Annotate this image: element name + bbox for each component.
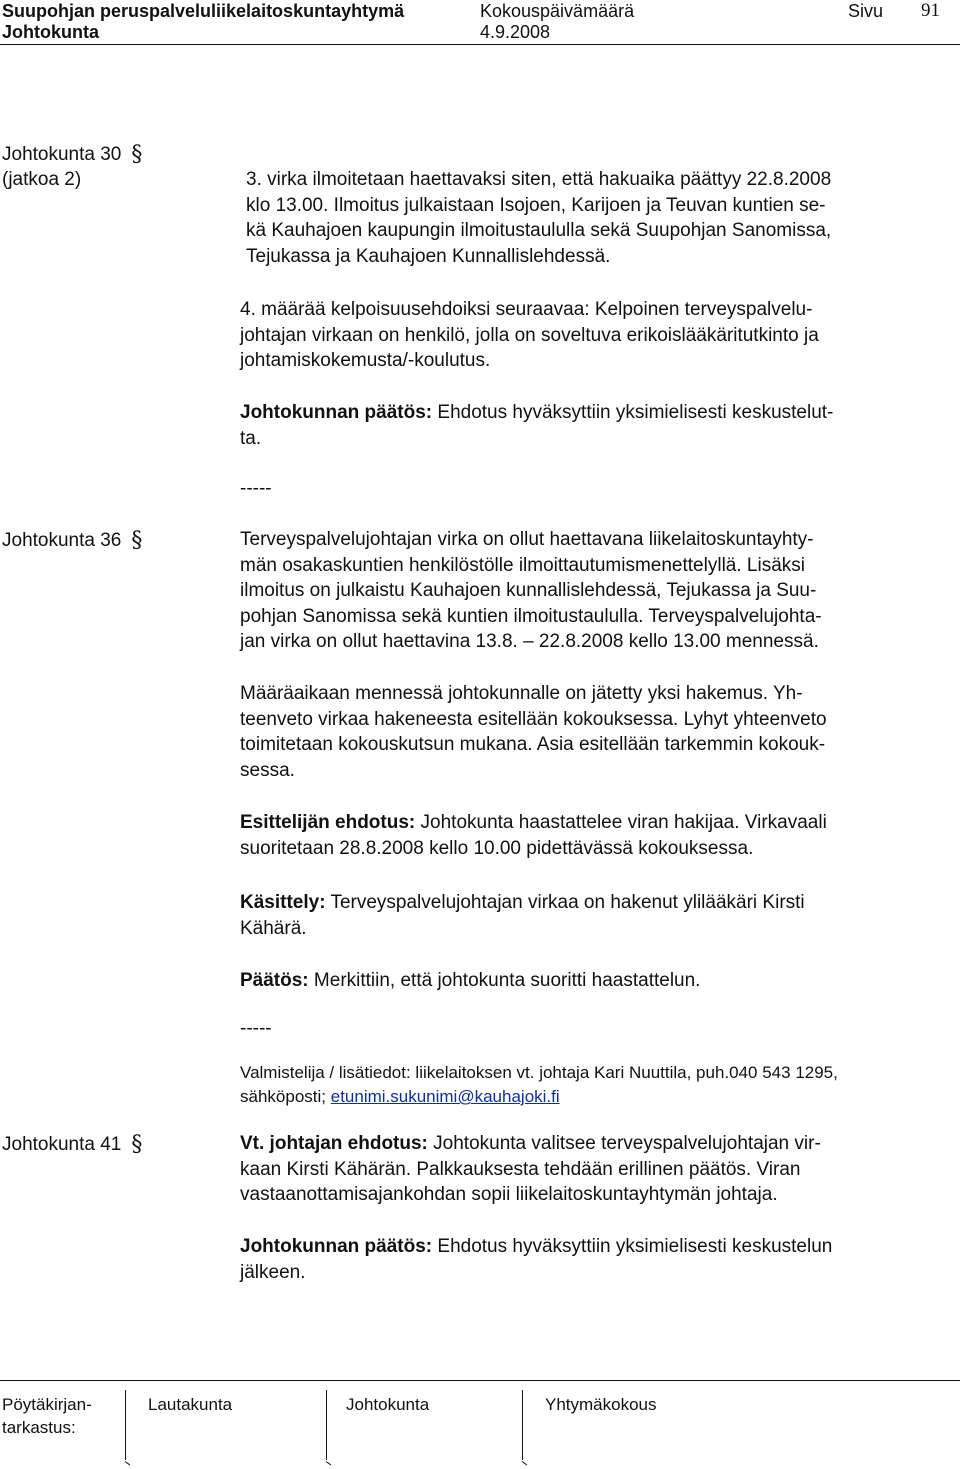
decision-label: Päätös: xyxy=(240,970,309,991)
footer-col-yhtymakokous: Yhtymäkokous xyxy=(545,1395,657,1414)
text-line: män osakaskuntien henkilöstölle ilmoittautumismenettelyllä. Lisäksi xyxy=(240,554,805,576)
section30-label xyxy=(2,141,142,168)
text-line: kä Kauhajoen kaupungin ilmoitustaululla sekä Suupohjan Sanomissa, xyxy=(246,220,832,241)
footer-col-lautakunta: Lautakunta xyxy=(148,1395,233,1414)
text-line: johtajan virkaan on henkilö, jolla on soveltuva erikoislääkäritutkinto ja xyxy=(240,324,819,346)
decision-label: Johtokunnan päätös: xyxy=(240,402,433,423)
section36-para2 xyxy=(240,681,955,783)
contact-line xyxy=(240,1085,838,1109)
section36-proposal xyxy=(240,810,955,861)
header-rule xyxy=(0,44,960,45)
header-page-number: 91 xyxy=(921,0,940,21)
text-line: 4. määrää kelpoisuusehdoiksi seuraavaa: Kelpoinen terveyspalvelu- xyxy=(240,299,813,320)
proposal-text: Johtokunta haastattelee viran hakijaa. Virkavaali xyxy=(415,812,827,833)
preparer-info xyxy=(240,1061,838,1109)
text-line: pohjan Sanomissa sekä kuntien ilmoitustaululla. Terveyspalvelujohta- xyxy=(240,605,822,627)
decision-text: Merkittiin, että johtokunta suoritti haastattelun. xyxy=(308,970,701,991)
text-line: jälkeen. xyxy=(240,1261,306,1283)
section30-label-text: Johtokunta 30 xyxy=(2,144,122,165)
text-line: ta. xyxy=(240,427,262,449)
header-date-label: Kokouspäivämäärä xyxy=(480,1,635,21)
section41-decision xyxy=(240,1234,955,1285)
footer-review-label: Pöytäkirjan- xyxy=(2,1395,92,1414)
text-line: 3. virka ilmoitetaan haettavaksi siten, että hakuaika päättyy 22.8.2008 xyxy=(246,169,832,190)
signature-line xyxy=(125,1390,126,1460)
footer-review-label-2: tarkastus: xyxy=(2,1418,76,1437)
section36-decision xyxy=(240,968,955,994)
header-page-label: Sivu xyxy=(848,1,884,21)
section36-label-text: Johtokunta 36 xyxy=(2,530,122,551)
header-org: Suupohjan peruspalveluliikelaitoskuntayhtymä xyxy=(2,1,405,21)
text-line: toimitetaan kokouskutsun mukana. Asia esitellään tarkemmin kokouk- xyxy=(240,734,826,755)
header-date: 4.9.2008 xyxy=(480,22,551,42)
footer-rule xyxy=(0,1380,960,1381)
text-line: Terveyspalvelujohtajan virka on ollut haettavana liikelaitoskuntayhty- xyxy=(240,529,814,550)
section36-handling xyxy=(240,890,955,941)
section41-label xyxy=(2,1131,142,1158)
section36-para1 xyxy=(240,527,955,655)
footer-col-johtokunta: Johtokunta xyxy=(346,1395,430,1414)
text-line: johtamiskokemusta/-koulutus. xyxy=(240,350,491,371)
preparer-line: Valmistelija / lisätiedot: liikelaitoksen vt. johtaja Kari Nuuttila, puh.040 543 1295, xyxy=(240,1063,838,1082)
section41-label-text: Johtokunta 41 xyxy=(2,1134,122,1155)
paragraph-mark-icon: § xyxy=(131,1132,143,1157)
proposal-label: Esittelijän ehdotus: xyxy=(240,812,416,833)
section30-sublabel: (jatkoa 2) xyxy=(2,169,82,190)
paragraph-mark-icon: § xyxy=(131,142,143,167)
proposal-label: Vt. johtajan ehdotus: xyxy=(240,1133,428,1154)
email-link[interactable]: etunimi.sukunimi@kauhajoki.fi xyxy=(330,1087,560,1106)
text-line: teenveto virkaa hakeneesta esitellään kokouksessa. Lyhyt yhteenveto xyxy=(240,708,827,730)
header-body: Johtokunta xyxy=(2,22,99,42)
decision-text: Ehdotus hyväksyttiin yksimielisesti keskustelut- xyxy=(432,402,834,423)
text-line: Tejukassa ja Kauhajoen Kunnallislehdessä. xyxy=(246,245,611,267)
text-line: jan virka on ollut haettavina 13.8. – 22.8.2008 kello 13.00 mennessä. xyxy=(240,631,819,652)
proposal-text: Johtokunta valitsee terveyspalvelujohtajan vir- xyxy=(427,1133,821,1154)
text-line: kaan Kirsti Kähärän. Palkkauksesta tehdään erillinen päätös. Viran xyxy=(240,1158,801,1180)
text-line: suoritetaan 28.8.2008 kello 10.00 pidettävässä kokouksessa. xyxy=(240,837,754,859)
separator: ----- xyxy=(240,478,272,499)
signature-line xyxy=(522,1390,523,1460)
decision-label: Johtokunnan päätös: xyxy=(240,1236,433,1257)
section36-label xyxy=(2,527,142,554)
text-line: Määräaikaan mennessä johtokunnalle on jätetty yksi hakemus. Yh- xyxy=(240,683,803,704)
text-line: ilmoitus on julkaistu Kauhajoen kunnallislehdessä, Tejukassa ja Suu- xyxy=(240,580,817,601)
decision-text: Ehdotus hyväksyttiin yksimielisesti keskustelun xyxy=(432,1236,833,1257)
section30-item3 xyxy=(246,167,960,269)
text-line: vastaanottamisajankohdan sopii liikelaitoskuntayhtymän johtaja. xyxy=(240,1184,778,1205)
handling-label: Käsittely: xyxy=(240,892,326,913)
text-line: Kähärä. xyxy=(240,917,307,939)
handling-text: Terveyspalvelujohtajan virkaa on hakenut ylilääkäri Kirsti xyxy=(325,892,805,913)
section30-decision xyxy=(240,400,955,451)
signature-line xyxy=(326,1390,327,1460)
section41-proposal xyxy=(240,1131,955,1208)
text-line: sessa. xyxy=(240,759,295,781)
section30-item4 xyxy=(240,297,955,374)
text-line: klo 13.00. Ilmoitus julkaistaan Isojoen, Karijoen ja Teuvan kuntien se- xyxy=(246,194,826,216)
email-prefix: sähköposti; xyxy=(240,1087,331,1106)
paragraph-mark-icon: § xyxy=(131,528,143,553)
separator: ----- xyxy=(240,1018,272,1039)
